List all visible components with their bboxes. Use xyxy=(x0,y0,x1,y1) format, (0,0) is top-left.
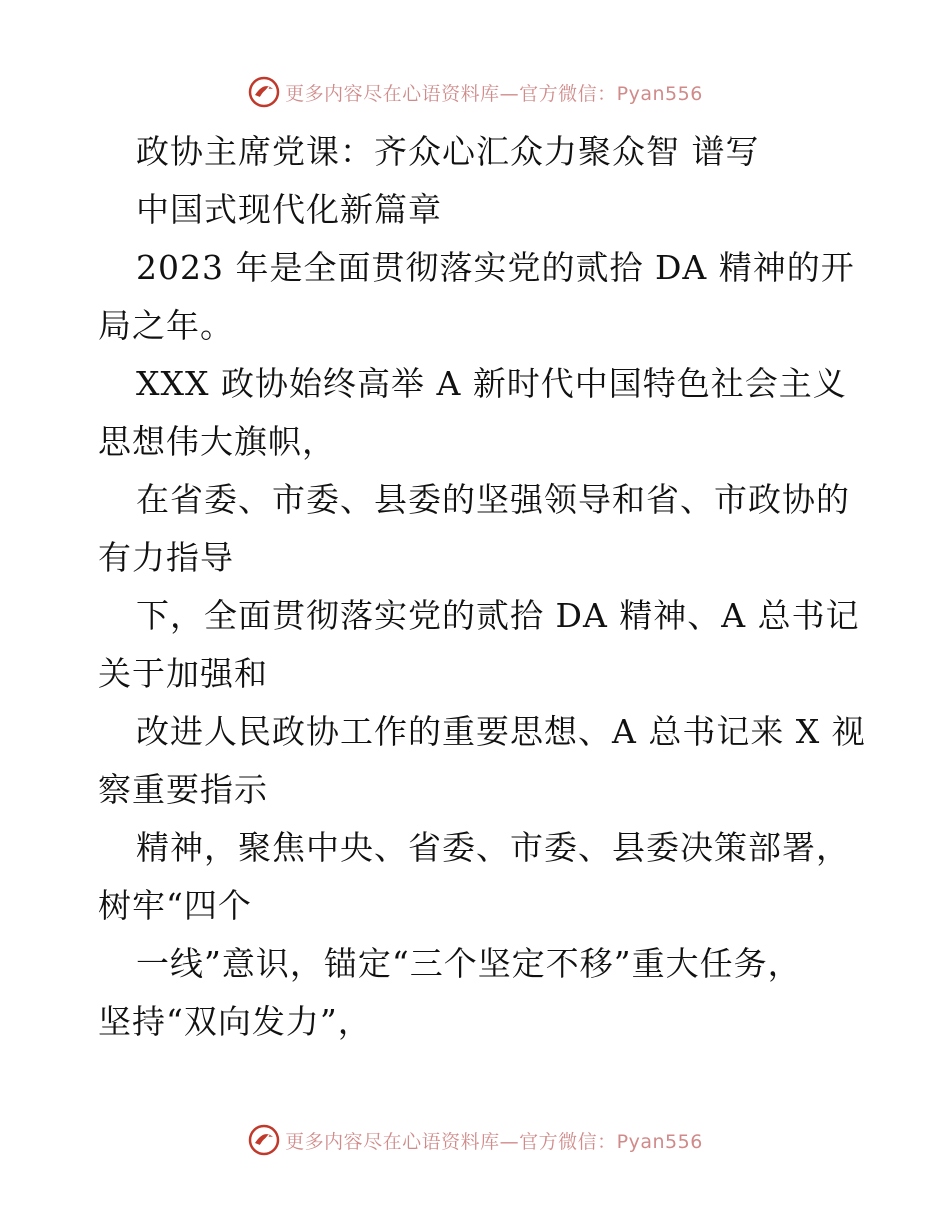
paragraph-line: 察重要指示 xyxy=(98,770,268,809)
title-line-2: 中国式现代化新篇章 xyxy=(136,190,442,229)
logo-icon xyxy=(247,1123,281,1157)
document-body xyxy=(98,123,866,1051)
paragraph-line: 思想伟大旗帜， xyxy=(98,422,336,461)
paragraph-line: 在省委、市委、县委的坚强领导和省、市政协的 xyxy=(136,480,850,519)
paragraph-line: 坚持“双向发力”， xyxy=(98,1002,372,1041)
paragraph-line: 一线”意识，锚定“三个坚定不移”重大任务， xyxy=(136,944,802,983)
footer-watermark xyxy=(0,1120,950,1160)
title-line-1: 政协主席党课：齐众心汇众力聚众智 谱写 xyxy=(136,132,760,171)
paragraph-line: 局之年。 xyxy=(98,306,234,345)
paragraph-line: 精神，聚焦中央、省委、市委、县委决策部署， xyxy=(136,828,850,867)
watermark-text: 更多内容尽在心语资料库—官方微信：Pyan556 xyxy=(285,1130,703,1153)
paragraph-line: 关于加强和 xyxy=(98,654,268,693)
paragraph-line: 2023 年是全面贯彻落实党的贰拾 DA 精神的开 xyxy=(136,248,855,287)
header-watermark xyxy=(0,72,950,112)
watermark-text: 更多内容尽在心语资料库—官方微信：Pyan556 xyxy=(285,82,703,105)
paragraph-line: 改进人民政协工作的重要思想、A 总书记来 X 视 xyxy=(136,712,866,751)
paragraph-line: 树牢“四个 xyxy=(98,886,252,925)
paragraph-line: XXX 政协始终高举 A 新时代中国特色社会主义 xyxy=(136,364,847,403)
paragraph-line: 下，全面贯彻落实党的贰拾 DA 精神、A 总书记 xyxy=(136,596,860,635)
paragraph-line: 有力指导 xyxy=(98,538,234,577)
logo-icon xyxy=(247,75,281,109)
